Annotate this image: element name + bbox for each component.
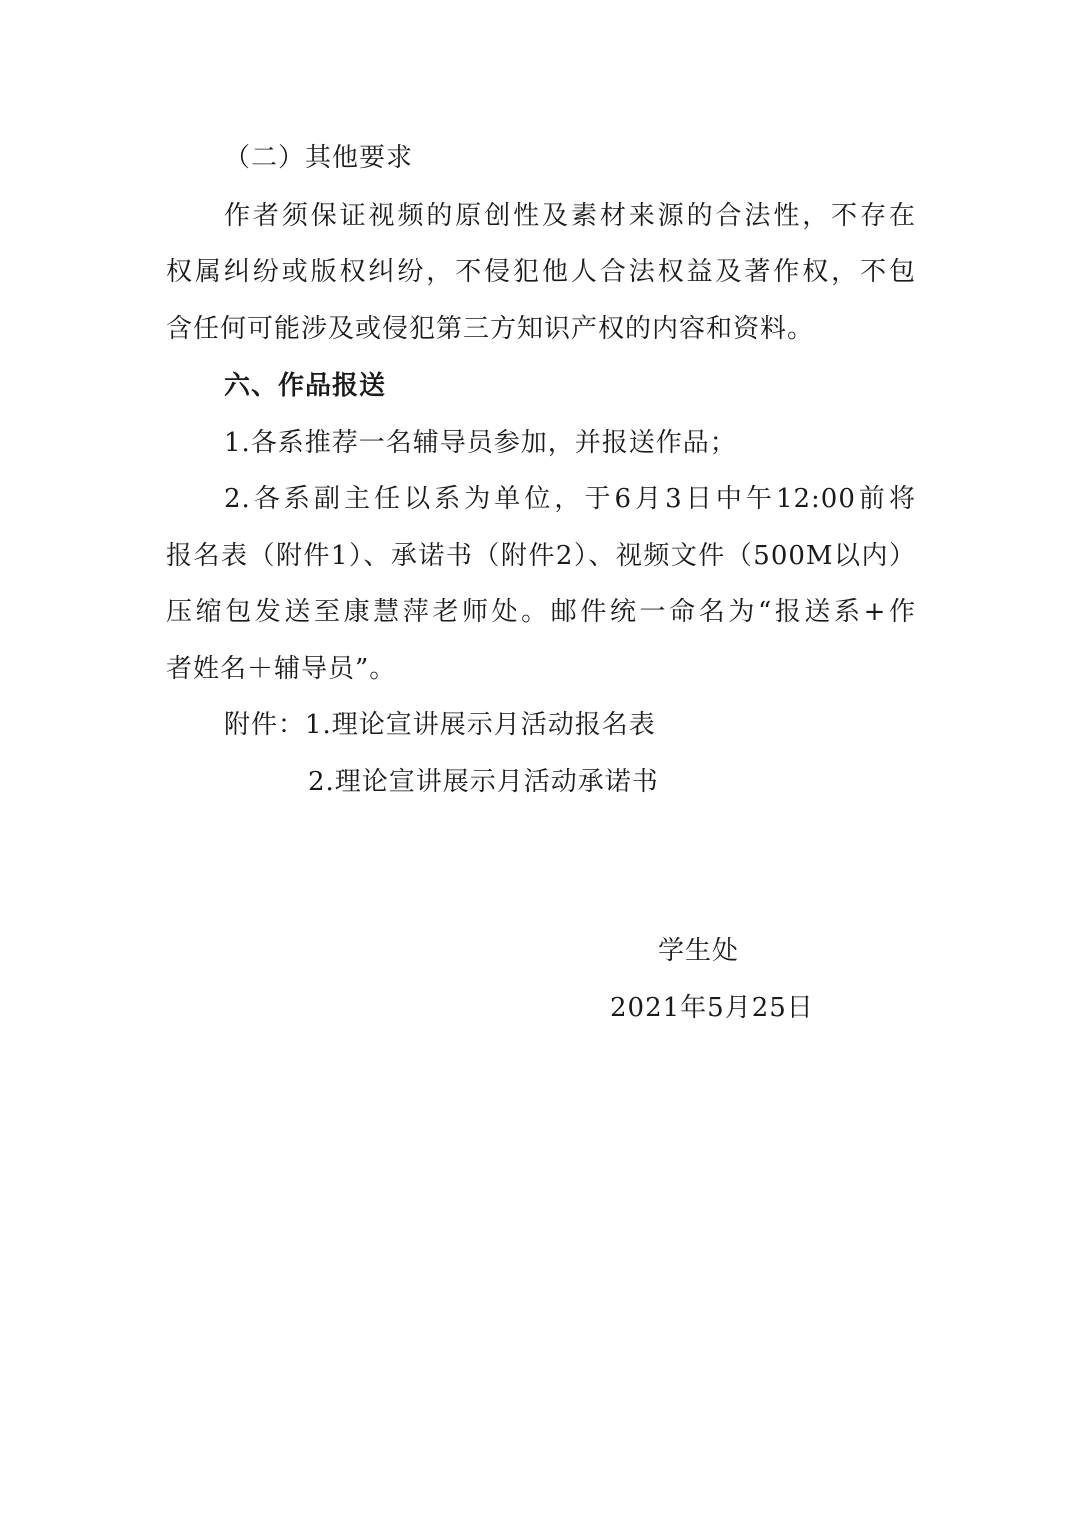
section-2-heading: （二）其他要求 bbox=[224, 143, 414, 173]
item-2-line-4: 者姓名＋辅导员”。 bbox=[166, 654, 397, 684]
signature-office: 学生处 bbox=[658, 936, 740, 966]
item-2-line-3: 压缩包发送至康慧萍老师处。邮件统一命名为“报送系+作 bbox=[166, 597, 916, 627]
attachments-line-2: 2.理论宣讲展示月活动承诺书 bbox=[308, 767, 659, 797]
item-2-line-1: 2.各系副主任以系为单位，于6月3日中午12:00前将 bbox=[224, 484, 916, 514]
section-2-paragraph-line-1: 作者须保证视频的原创性及素材来源的合法性，不存在 bbox=[224, 201, 916, 231]
attachments-line-1: 附件：1.理论宣讲展示月活动报名表 bbox=[224, 710, 656, 740]
section-6-heading: 六、作品报送 bbox=[224, 371, 387, 401]
section-2-paragraph-line-2: 权属纠纷或版权纠纷，不侵犯他人合法权益及著作权，不包 bbox=[166, 257, 916, 287]
item-1: 1.各系推荐一名辅导员参加，并报送作品； bbox=[224, 428, 737, 458]
section-2-paragraph-line-3: 含任何可能涉及或侵犯第三方知识产权的内容和资料。 bbox=[166, 314, 815, 344]
signature-date: 2021年5月25日 bbox=[610, 993, 814, 1023]
item-2-line-2: 报名表（附件1）、承诺书（附件2）、视频文件（500M以内） bbox=[166, 541, 916, 571]
